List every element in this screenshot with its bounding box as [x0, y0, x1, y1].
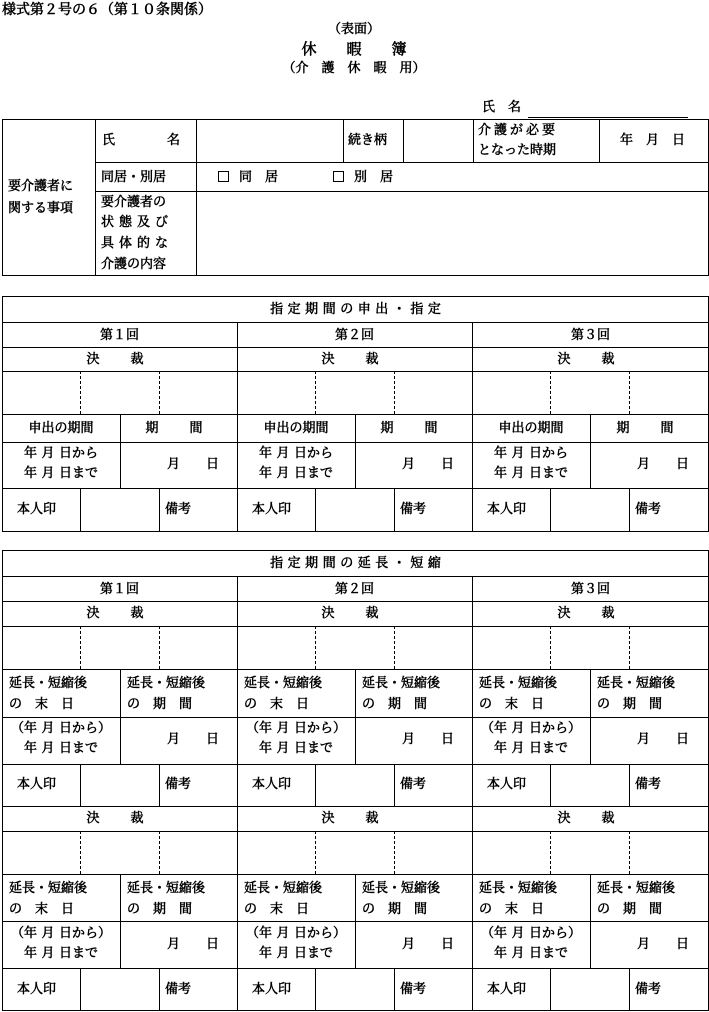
extension-seal-label-b3: 本人印 — [487, 982, 527, 997]
extension-decision-seal-area-b1[interactable] — [3, 832, 237, 874]
designation-remarks-label-1: 備考 — [165, 502, 192, 517]
end-label-b1-1: 延長・短縮後 — [9, 881, 88, 896]
page-title: 休 暇 簿 — [301, 40, 407, 58]
period-request-label-2: 申出の期間 — [263, 421, 329, 436]
designation-decision-seal-area-3[interactable] — [473, 372, 708, 414]
period-label-1: 期 間 — [145, 421, 212, 436]
extension-from-b2[interactable]: （年 月 日から） — [245, 926, 347, 941]
designation-decision-seal-area-1[interactable] — [3, 372, 237, 414]
extension-duration-a3[interactable]: 月 日 — [637, 732, 690, 747]
condition-label-2: 状態及び — [101, 215, 174, 230]
period-label-b3-2: の 期 間 — [597, 902, 663, 917]
employee-name-line[interactable] — [528, 117, 688, 118]
extension-remarks-label-b3: 備考 — [635, 982, 662, 997]
extension-seal-label-b2: 本人印 — [252, 982, 292, 997]
extension-decision-seal-area-b3[interactable] — [473, 832, 708, 874]
extension-duration-b1[interactable]: 月 日 — [167, 937, 220, 952]
extension-seal-label-a1: 本人印 — [17, 777, 57, 792]
designation-to-2[interactable]: 年 月 日まで — [258, 466, 334, 481]
extension-remarks-label-a1: 備考 — [165, 777, 192, 792]
designation-round-2: 第２回 — [334, 328, 374, 343]
end-label-b3-2: の 末 日 — [479, 902, 545, 917]
period-request-label-3: 申出の期間 — [498, 421, 564, 436]
designation-seal-label-2: 本人印 — [252, 502, 292, 517]
extension-remarks-label-a2: 備考 — [400, 777, 427, 792]
extension-duration-a1[interactable]: 月 日 — [167, 732, 220, 747]
extension-duration-b3[interactable]: 月 日 — [637, 937, 690, 952]
designation-decision-3: 決 裁 — [557, 352, 624, 367]
condition-label-4: 介護の内容 — [101, 257, 167, 272]
designation-round-3: 第３回 — [570, 328, 610, 343]
designation-seal-label-1: 本人印 — [17, 502, 57, 517]
cohabit-label: 同居・別居 — [101, 170, 167, 185]
period-label-a2-1: 延長・短縮後 — [362, 676, 441, 691]
extension-decision-seal-area-a2[interactable] — [238, 627, 472, 669]
extension-duration-b2[interactable]: 月 日 — [402, 937, 455, 952]
end-label-a3-2: の 末 日 — [479, 697, 545, 712]
designation-decision-2: 決 裁 — [321, 352, 388, 367]
designation-from-2[interactable]: 年 月 日から — [258, 446, 334, 461]
extension-to-b2[interactable]: 年 月 日まで — [258, 946, 334, 961]
extension-decision-a1: 決 裁 — [86, 606, 153, 621]
extension-seal-label-a2: 本人印 — [252, 777, 292, 792]
end-label-a3-1: 延長・短縮後 — [479, 676, 558, 691]
extension-decision-seal-area-a1[interactable] — [3, 627, 237, 669]
end-label-b3-1: 延長・短縮後 — [479, 881, 558, 896]
extension-to-b1[interactable]: 年 月 日まで — [23, 946, 99, 961]
period-label-a3-2: の 期 間 — [597, 697, 663, 712]
section-label-1: 要介護者に — [8, 179, 74, 194]
care-needed-date[interactable]: 年 月 日 — [620, 133, 686, 148]
extension-remarks-label-b1: 備考 — [165, 982, 192, 997]
designation-remarks-label-3: 備考 — [635, 502, 662, 517]
extension-seal-field-b1[interactable] — [81, 969, 159, 1010]
form-number: 様式第２号の６（第１０条関係） — [2, 2, 212, 18]
period-label-3: 期 間 — [616, 421, 683, 436]
extension-decision-a3: 決 裁 — [557, 606, 624, 621]
end-label-b2-2: の 末 日 — [244, 902, 310, 917]
period-label-b3-1: 延長・短縮後 — [597, 881, 676, 896]
designation-title: 指 定 期 間 の 申 出 ・ 指 定 — [270, 302, 441, 317]
period-label-2: 期 間 — [380, 421, 447, 436]
employee-name-label: 氏 名 — [482, 100, 522, 115]
end-label-b2-1: 延長・短縮後 — [244, 881, 323, 896]
recipient-name-label: 氏 名 — [102, 133, 181, 148]
designation-seal-field-1[interactable] — [81, 489, 159, 531]
designation-to-3[interactable]: 年 月 日まで — [493, 466, 569, 481]
extension-seal-label-a3: 本人印 — [487, 777, 527, 792]
period-label-a2-2: の 期 間 — [362, 697, 428, 712]
extension-decision-b2: 決 裁 — [321, 811, 388, 826]
end-label-a2-1: 延長・短縮後 — [244, 676, 323, 691]
extension-round-1: 第１回 — [99, 582, 139, 597]
extension-from-a1[interactable]: （年 月 日から） — [10, 721, 112, 736]
designation-round-1: 第１回 — [99, 328, 139, 343]
designation-seal-field-3[interactable] — [551, 489, 629, 531]
option-separate[interactable]: 別 居 — [333, 171, 393, 184]
extension-from-b1[interactable]: （年 月 日から） — [10, 926, 112, 941]
period-request-label-1: 申出の期間 — [28, 421, 94, 436]
end-label-a2-2: の 末 日 — [244, 697, 310, 712]
period-label-a1-1: 延長・短縮後 — [127, 676, 206, 691]
designation-remarks-label-2: 備考 — [400, 502, 427, 517]
relation-field[interactable] — [404, 120, 473, 162]
designation-seal-label-3: 本人印 — [487, 502, 527, 517]
recipient-name-field[interactable] — [197, 120, 343, 162]
designation-duration-3[interactable]: 月 日 — [637, 457, 690, 472]
extension-to-b3[interactable]: 年 月 日まで — [493, 946, 569, 961]
extension-to-a2[interactable]: 年 月 日まで — [258, 741, 334, 756]
designation-seal-field-2[interactable] — [316, 489, 394, 531]
side-label: （表面） — [327, 22, 380, 37]
period-label-a1-2: の 期 間 — [127, 697, 193, 712]
designation-decision-seal-area-2[interactable] — [238, 372, 472, 414]
designation-duration-1[interactable]: 月 日 — [167, 457, 220, 472]
period-label-b1-2: の 期 間 — [127, 902, 193, 917]
condition-field[interactable] — [197, 192, 708, 275]
condition-label-3: 具体的な — [101, 236, 174, 251]
extension-duration-a2[interactable]: 月 日 — [402, 732, 455, 747]
option-together[interactable]: 同 居 — [218, 171, 278, 184]
period-label-b2-2: の 期 間 — [362, 902, 428, 917]
checkbox-separate[interactable] — [333, 171, 344, 182]
extension-decision-b1: 決 裁 — [86, 811, 153, 826]
extension-remarks-label-b2: 備考 — [400, 982, 427, 997]
extension-seal-field-a3[interactable] — [551, 765, 629, 806]
extension-seal-field-b3[interactable] — [551, 969, 629, 1010]
designation-from-1[interactable]: 年 月 日から — [23, 446, 99, 461]
relation-label: 続き柄 — [348, 133, 388, 148]
extension-seal-field-a2[interactable] — [316, 765, 394, 806]
extension-decision-seal-area-a3[interactable] — [473, 627, 708, 669]
extension-title: 指 定 期 間 の 延 長 ・ 短 縮 — [270, 556, 441, 571]
extension-round-2: 第２回 — [334, 582, 374, 597]
care-needed-label-1: 介護が必要 — [478, 123, 559, 138]
condition-label-1: 要介護者の — [101, 195, 167, 210]
extension-seal-field-b2[interactable] — [316, 969, 394, 1010]
designation-decision-1: 決 裁 — [86, 352, 153, 367]
period-label-a3-1: 延長・短縮後 — [597, 676, 676, 691]
care-needed-label-2: となった時期 — [478, 143, 557, 158]
period-label-b1-1: 延長・短縮後 — [127, 881, 206, 896]
section-label-2: 関する事項 — [8, 201, 74, 216]
extension-to-a1[interactable]: 年 月 日まで — [23, 741, 99, 756]
extension-round-3: 第３回 — [570, 582, 610, 597]
extension-to-a3[interactable]: 年 月 日まで — [493, 741, 569, 756]
page-subtitle: （介 護 休 暇 用） — [282, 61, 426, 76]
designation-to-1[interactable]: 年 月 日まで — [23, 466, 99, 481]
extension-from-b3[interactable]: （年 月 日から） — [480, 926, 582, 941]
extension-decision-a2: 決 裁 — [321, 606, 388, 621]
extension-from-a3[interactable]: （年 月 日から） — [480, 721, 582, 736]
extension-decision-seal-area-b2[interactable] — [238, 832, 472, 874]
extension-decision-b3: 決 裁 — [557, 811, 624, 826]
checkbox-together[interactable] — [218, 171, 229, 182]
designation-from-3[interactable]: 年 月 日から — [493, 446, 569, 461]
end-label-a1-2: の 末 日 — [9, 697, 75, 712]
extension-from-a2[interactable]: （年 月 日から） — [245, 721, 347, 736]
period-label-b2-1: 延長・短縮後 — [362, 881, 441, 896]
extension-seal-label-b1: 本人印 — [17, 982, 57, 997]
end-label-a1-1: 延長・短縮後 — [9, 676, 88, 691]
extension-remarks-label-a3: 備考 — [635, 777, 662, 792]
designation-duration-2[interactable]: 月 日 — [402, 457, 455, 472]
extension-seal-field-a1[interactable] — [81, 765, 159, 806]
end-label-b1-2: の 末 日 — [9, 902, 75, 917]
